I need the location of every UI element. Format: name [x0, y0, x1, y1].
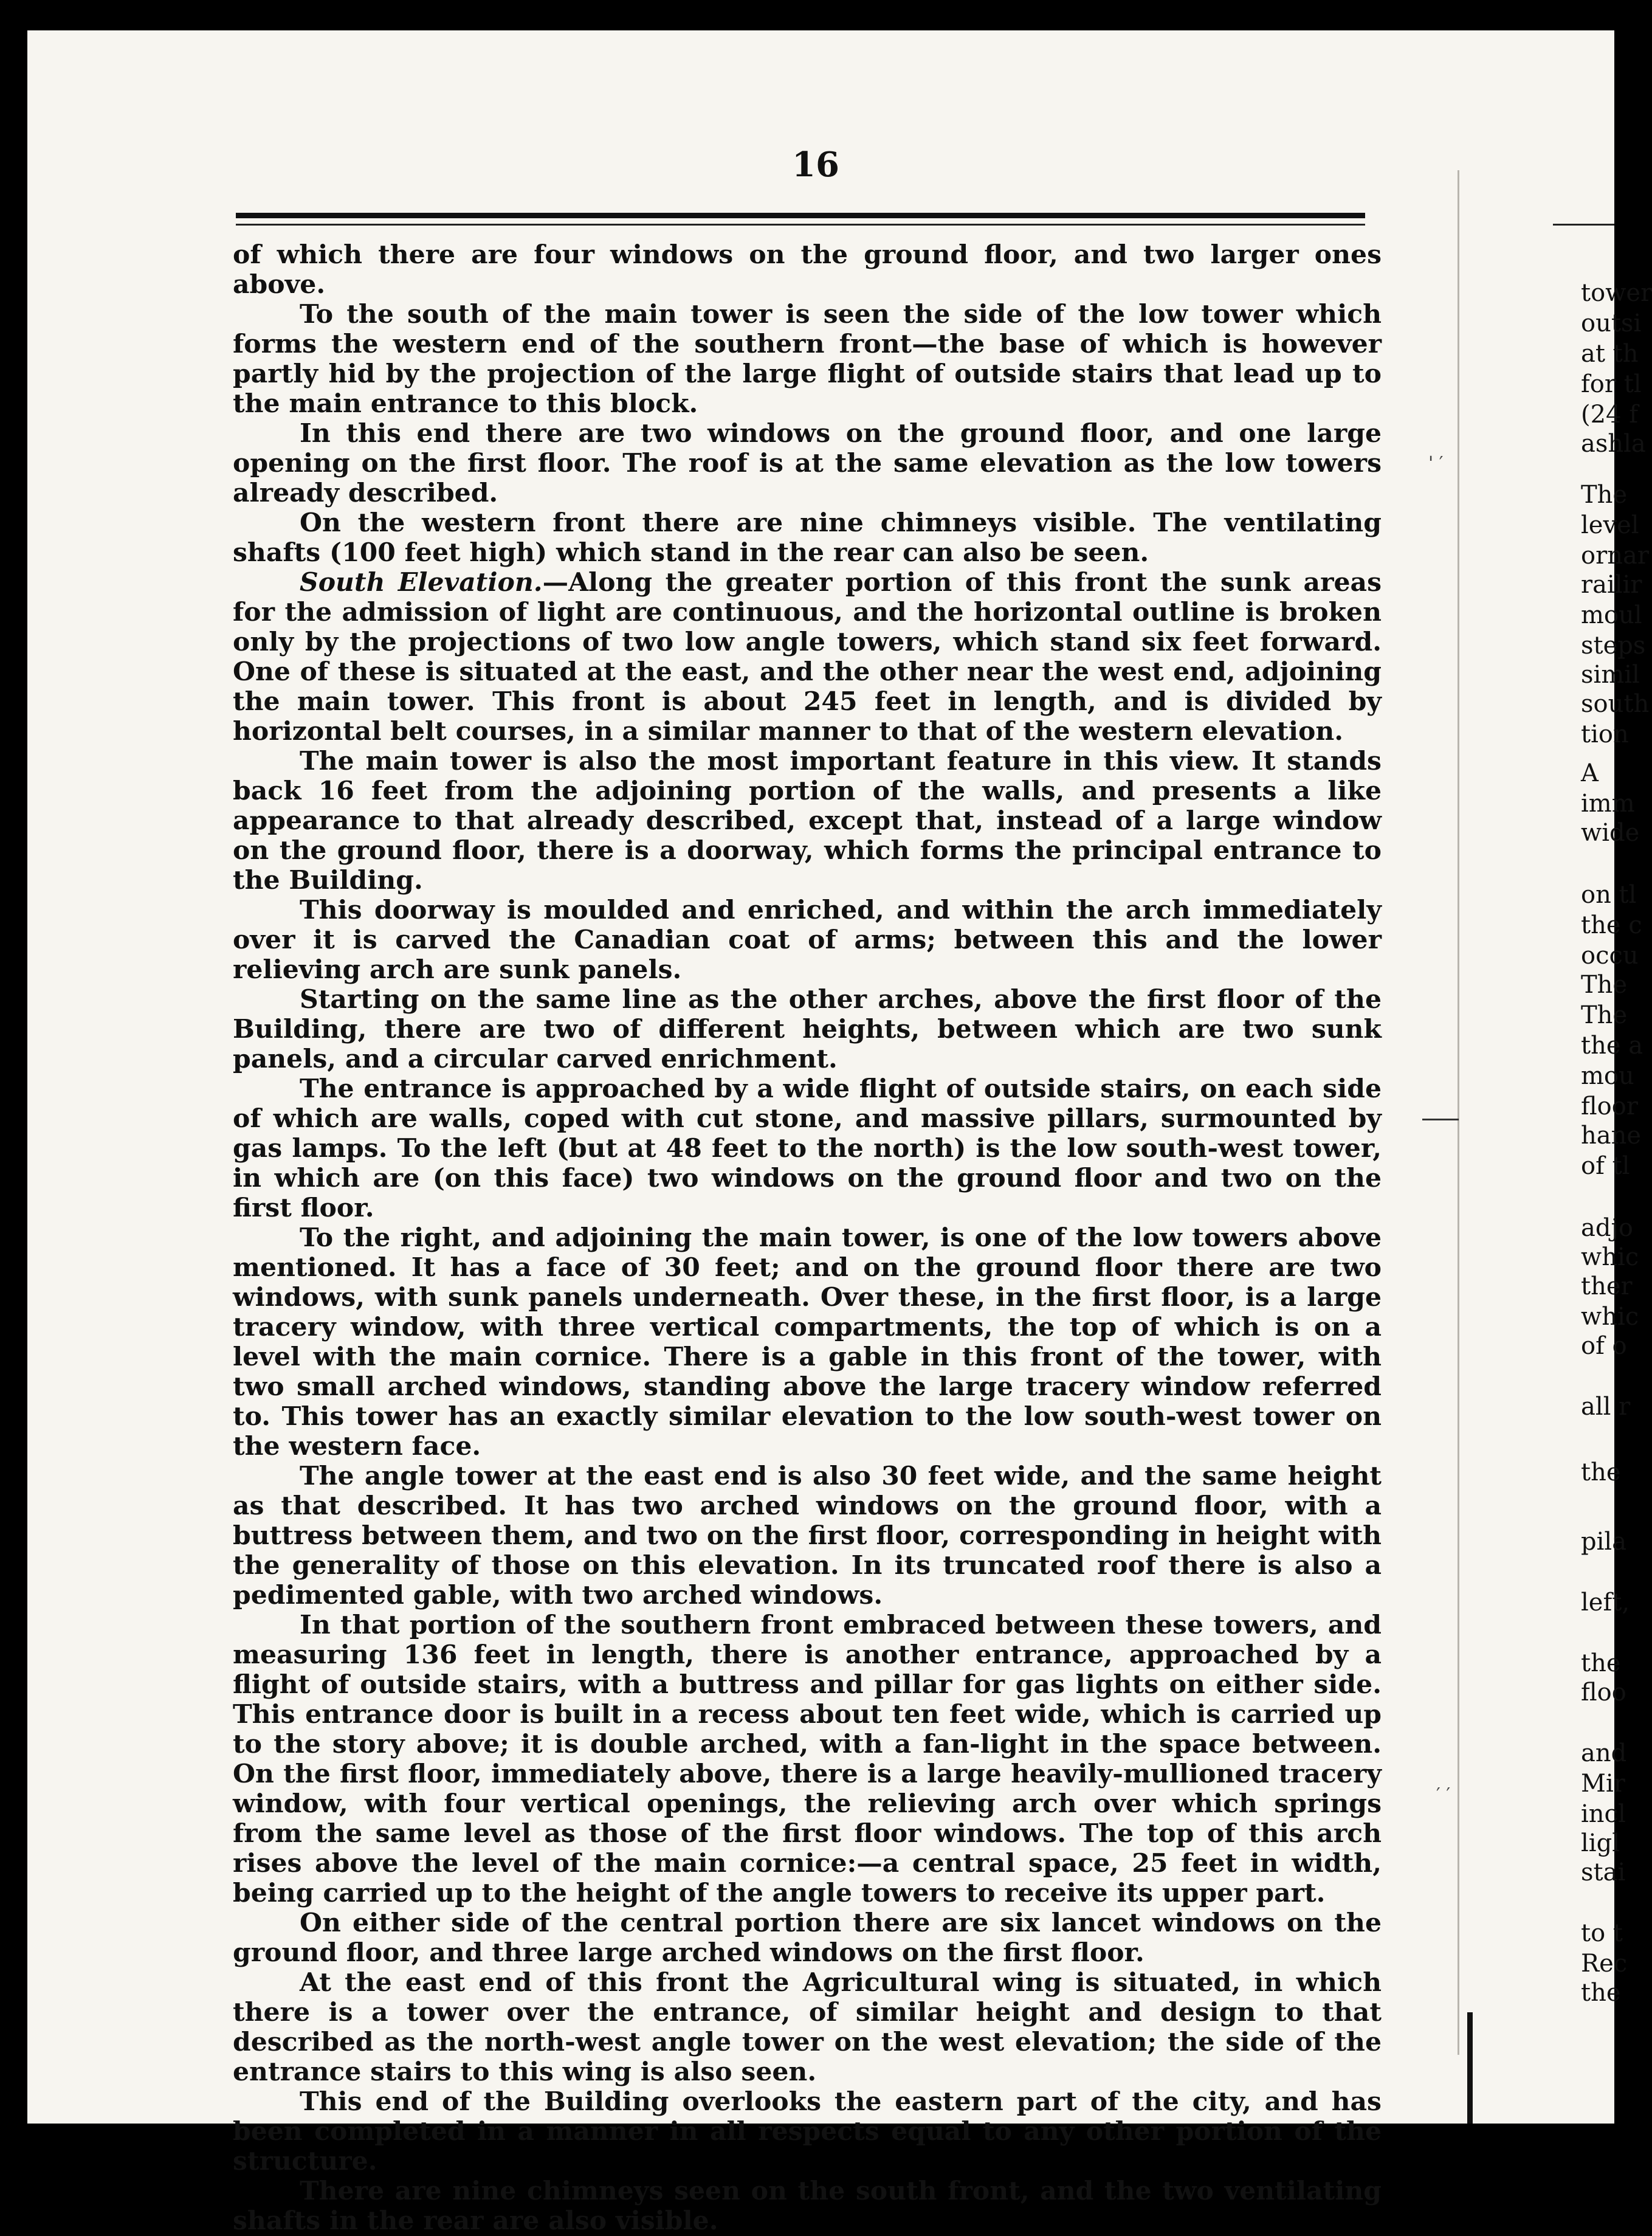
adjacent-line-fragment: adjo — [1581, 1214, 1633, 1242]
adjacent-line-fragment: moul — [1581, 601, 1642, 629]
adjacent-line-fragment: A — [1581, 759, 1599, 787]
paragraph: This end of the Building overlooks the eastern part of the city, and has been completed in a manner in all respects equal to any other portion of the structure. — [233, 2086, 1382, 2176]
adjacent-line-fragment: of o — [1581, 1332, 1627, 1360]
adjacent-line-fragment: ornar — [1581, 542, 1649, 570]
header-rule — [236, 213, 1365, 218]
adjacent-line-fragment: imm — [1581, 790, 1635, 818]
adjacent-line-fragment: to t — [1581, 1919, 1623, 1947]
adjacent-line-fragment: Rec — [1581, 1950, 1628, 1978]
adjacent-line-fragment: whic — [1581, 1243, 1639, 1271]
adjacent-line-fragment: tion — [1581, 720, 1629, 748]
paragraph: On the western front there are nine chimneys visible. The ventilating shafts (100 feet high) which stand in the rear can also be seen. — [233, 508, 1382, 568]
paragraph: This doorway is moulded and enriched, and within the arch immediately over it is carved the Canadian coat of arms; between this and the lower relieving arch are sunk panels. — [233, 895, 1382, 985]
binding-mark — [1467, 2012, 1473, 2124]
adjacent-line-fragment: the c — [1581, 911, 1642, 939]
adjacent-line-fragment: all r — [1581, 1393, 1631, 1421]
adjacent-line-fragment: occu — [1581, 942, 1639, 970]
adjacent-line-fragment: steps — [1581, 632, 1646, 660]
adjacent-line-fragment: pila — [1581, 1528, 1627, 1556]
adjacent-line-fragment: ashla — [1581, 430, 1646, 458]
header-rule-thin — [236, 224, 1365, 226]
adjacent-page-column — [1581, 30, 1652, 2124]
paragraph: To the right, and adjoining the main tower, is one of the low towers above mentioned. It has a face of 30 feet; and on the ground floor there are two windows, with sunk panels underneath. Over these, in the first floor, is a large tracery window, with three vertical compartments, the top of which is on a level with the main cornice. There is a gable in this front of the tower, with two small arched windows, standing above the large tracery window referred to. This tower has an exactly similar elevation to the low south-west tower on the western face. — [233, 1223, 1382, 1461]
adjacent-line-fragment: simil — [1581, 661, 1640, 689]
paragraph: In this end there are two windows on the ground floor, and one large opening on the first floor. The roof is at the same elevation as the low towers already described. — [233, 418, 1382, 508]
adjacent-line-fragment: mou — [1581, 1062, 1634, 1090]
adjacent-line-fragment: incl — [1581, 1800, 1626, 1828]
body-text — [233, 240, 1382, 2236]
adjacent-line-fragment: of tl — [1581, 1152, 1630, 1180]
adjacent-line-fragment: level — [1581, 511, 1639, 539]
adjacent-line-fragment: Mir — [1581, 1770, 1625, 1798]
adjacent-line-fragment: left, — [1581, 1589, 1630, 1617]
page-number: 16 — [792, 145, 839, 185]
adjacent-line-fragment: railir — [1581, 571, 1642, 599]
adjacent-line-fragment: at th — [1581, 340, 1639, 368]
scanned-page — [27, 30, 1652, 2236]
adjacent-line-fragment: the — [1581, 1458, 1621, 1486]
adjacent-line-fragment: ther — [1581, 1272, 1633, 1300]
paragraph: of which there are four windows on the ground floor, and two larger ones above. — [233, 240, 1382, 300]
adjacent-line-fragment: stai — [1581, 1858, 1626, 1886]
paragraph: The main tower is also the most important feature in this view. It stands back 16 feet from the adjoining portion of the walls, and presents a like appearance to that already described, except that, instead of a large window on the ground floor, there is a doorway, which forms the principal entrance to the Building. — [233, 746, 1382, 895]
paragraph: The entrance is approached by a wide flight of outside stairs, on each side of which are walls, coped with cut stone, and massive pillars, surmounted by gas lamps. To the left (but at 48 feet to the north) is the low south-west tower, in which are (on this face) two windows on the ground floor and two on the first floor. — [233, 1074, 1382, 1223]
paragraph: In that portion of the southern front embraced between these towers, and measuring 136 feet in length, there is another entrance, approached by a flight of outside stairs, with a buttress and pillar for gas lights on either side. This entrance door is built in a recess about ten feet wide, which is carried up to the story above; it is double arched, with a fan-light in the space between. On the first floor, immediately above, there is a large heavily-mullioned tracery window, with four vertical openings, the relieving arch over which springs from the same level as those of the first floor windows. The top of this arch rises above the level of the main cornice:—a central space, 25 feet in width, being carried up to the height of the angle towers to receive its upper part. — [233, 1610, 1382, 1908]
adjacent-line-fragment: south — [1581, 690, 1650, 718]
adjacent-line-fragment: The — [1581, 971, 1628, 999]
adjacent-line-fragment: The — [1581, 1001, 1628, 1029]
paragraph: There are nine chimneys seen on the south front, and the two ventilating shafts in the rear are also visible. — [233, 2176, 1382, 2236]
adjacent-line-fragment: hane — [1581, 1122, 1642, 1150]
adjacent-line-fragment: floor — [1581, 1092, 1638, 1120]
paragraph: Starting on the same line as the other arches, above the first floor of the Building, there are two of different heights, between which are two sunk panels, and a circular carved enrichment. — [233, 984, 1382, 1074]
adjacent-line-fragment: outsi — [1581, 309, 1642, 337]
adjacent-line-fragment: on tl — [1581, 881, 1637, 909]
adjacent-line-fragment: floo — [1581, 1679, 1626, 1706]
section-heading: South Elevation. — [300, 567, 543, 598]
paragraph: At the east end of this front the Agricultural wing is situated, in which there is a tower over the entrance, of similar height and design to that described as the north-west angle tower on the west elevation; the side of the entrance stairs to this wing is also seen. — [233, 1967, 1382, 2087]
adjacent-line-fragment: (24 f — [1581, 401, 1639, 429]
adjacent-line-fragment: for tl — [1581, 370, 1642, 398]
paragraph: To the south of the main tower is seen the side of the low tower which forms the western end of the southern front—the base of which is however partly hid by the projection of the large flight of outside stairs that lead up to the main entrance to this block. — [233, 299, 1382, 419]
scan-mark: ' ′ — [1428, 453, 1444, 474]
scan-mark — [1422, 1119, 1459, 1120]
adjacent-line-fragment: The — [1581, 481, 1628, 509]
paragraph: The angle tower at the east end is also 30 feet wide, and the same height as that described. It has two arched windows on the ground floor, with a buttress between them, and two on the first floor, corresponding in height with the generality of those on this elevation. In its truncated roof there is also a pedimented gable, with two arched windows. — [233, 1461, 1382, 1610]
adjacent-line-fragment: the a — [1581, 1032, 1643, 1060]
adjacent-line-fragment: whic — [1581, 1303, 1639, 1331]
adjacent-line-fragment: the — [1581, 1979, 1621, 2007]
paragraph-text: —Along the greater portion of this front the sunk areas for the admission of light are continuous, and the horizontal outline is broken only by the projections of two low angle towers, which stand six feet forward. One of these is situated at the east, and the other near the west end, adjoining the main tower. This front is about 245 feet in length, and is divided by horizontal belt courses, in a similar manner to that of the western elevation. — [233, 567, 1382, 747]
adjacent-line-fragment: ligl — [1581, 1829, 1620, 1857]
paragraph-south-elevation — [233, 568, 1382, 747]
scan-mark: ′ ′ — [1436, 1784, 1451, 1806]
adjacent-line-fragment: the — [1581, 1649, 1621, 1677]
paragraph: On either side of the central portion there are six lancet windows on the ground floor, and three large arched windows on the first floor. — [233, 1908, 1382, 1968]
page-gutter — [1458, 170, 1459, 2055]
adjacent-line-fragment: wide — [1581, 819, 1640, 847]
adjacent-line-fragment: and — [1581, 1739, 1627, 1767]
adjacent-line-fragment: tower — [1581, 279, 1652, 307]
